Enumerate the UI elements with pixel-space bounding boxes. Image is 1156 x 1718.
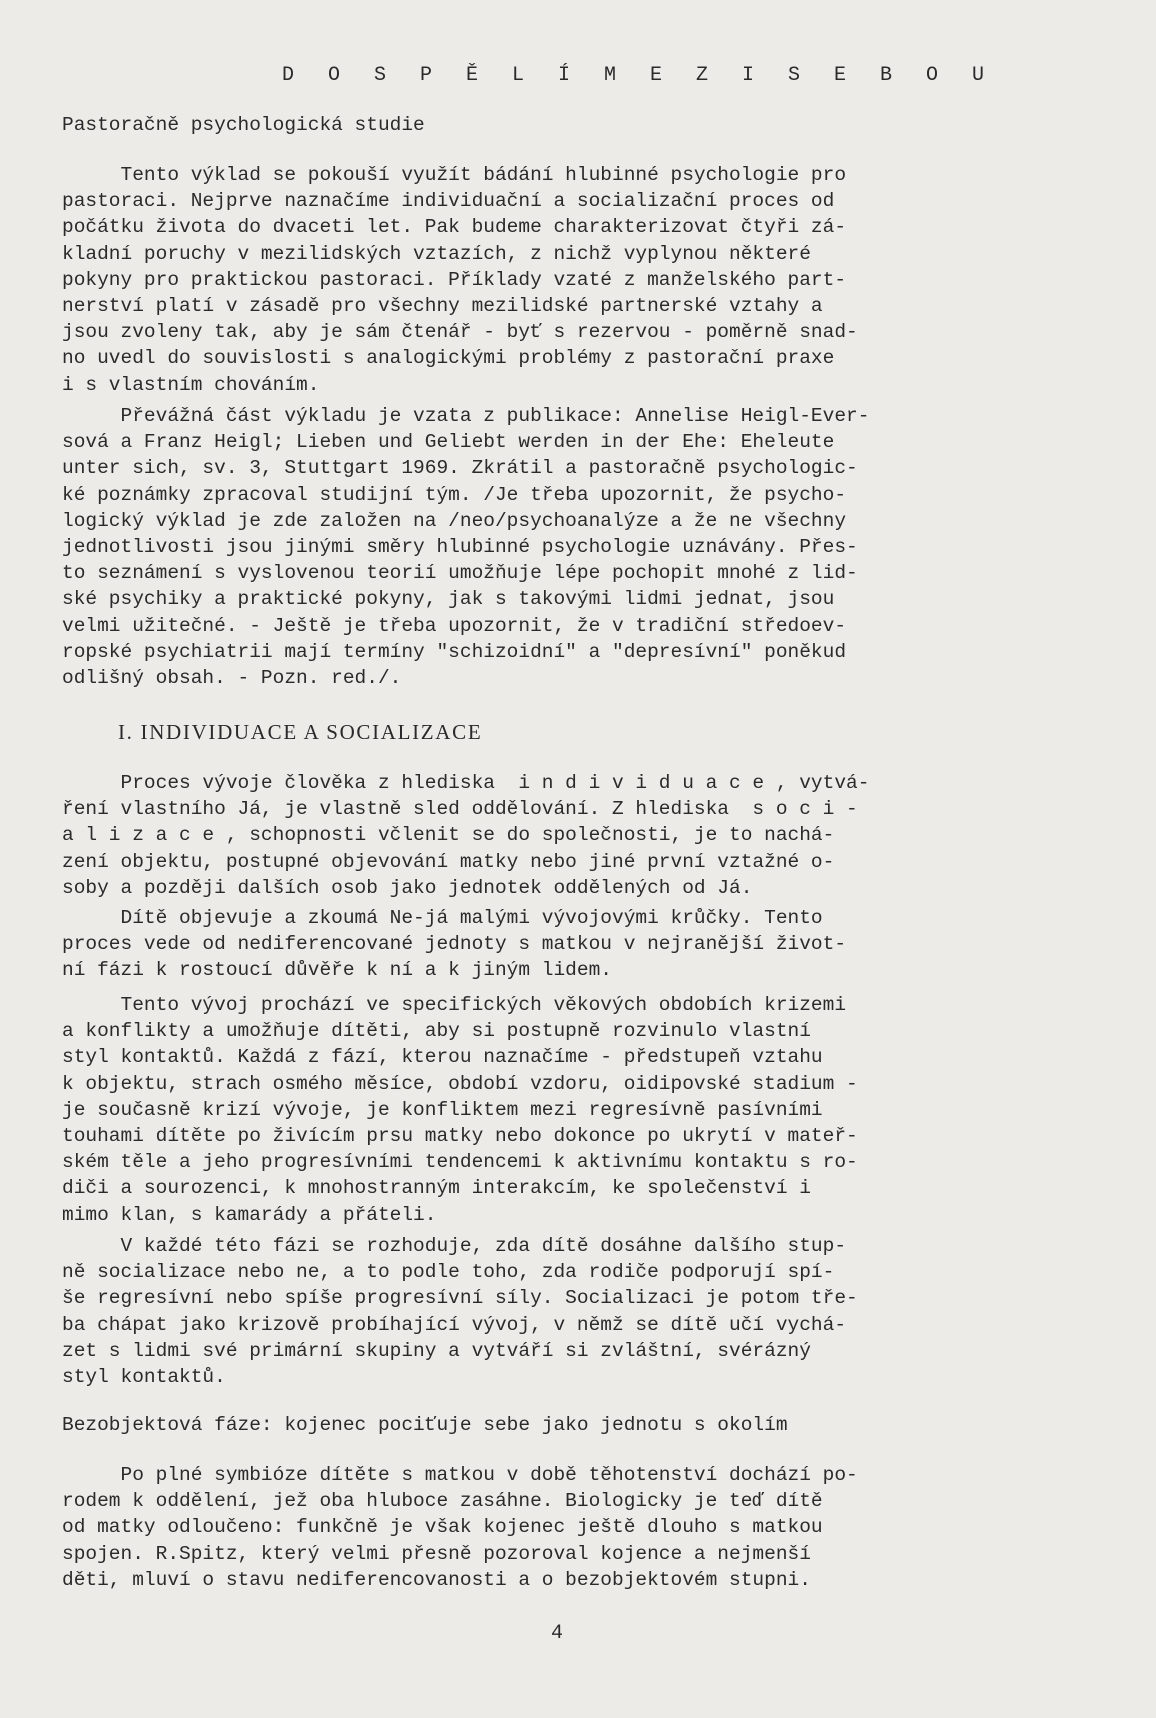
text-line: zení objektu, postupné objevování matky nebo jiné první vztažné o-	[62, 850, 835, 873]
text-line: rodem k oddělení, jež oba hluboce zasáhne. Biologicky je teď dítě	[62, 1490, 823, 1513]
text-line: jsou zvoleny tak, aby je sám čtenář - byť s rezervou - poměrně snad-	[62, 321, 858, 344]
text-line: je současně krizí vývoje, je konfliktem mezi regresívně pasívními	[62, 1098, 823, 1121]
document-subtitle: Pastoračně psychologická studie	[62, 114, 425, 136]
subsection-paragraph-1	[62, 1462, 1082, 1593]
text-line: děti, mluví o stavu nediferencovanosti a o bezobjektovém stupni.	[62, 1568, 811, 1591]
text-line: kladní poruchy v mezilidských vztazích, z nichž vyplynou některé	[62, 242, 811, 265]
text-line: Tento vývoj prochází ve specifických věkových obdobích krizemi	[62, 994, 847, 1016]
text-line: velmi užitečné. - Ještě je třeba upozornit, že v tradiční středoev-	[62, 614, 847, 637]
text-line: no uvedl do souvislosti s analogickými problémy z pastorační praxe	[62, 347, 835, 370]
text-line: diči a sourozenci, k mnohostranným interakcím, ke společenství i	[62, 1177, 811, 1200]
text-line: sová a Franz Heigl; Lieben und Geliebt werden in der Ehe: Eheleute	[62, 431, 835, 454]
text-line: mimo klan, s kamarády a přáteli.	[62, 1203, 437, 1226]
text-line: še regresívní nebo spíše progresívní síly. Socializaci je potom tře-	[62, 1287, 858, 1310]
subsection-title: Bezobjektová fáze: kojenec pociťuje sebe jako jednotu s okolím	[62, 1414, 788, 1436]
text-line: zet s lidmi své primární skupiny a vytváří si zvláštní, svérázný	[62, 1339, 811, 1362]
text-line: touhami dítěte po živícím prsu matky nebo dokonce po ukrytí v mateř-	[62, 1125, 858, 1148]
page-number: 4	[551, 1622, 564, 1645]
text-line: to seznámení s vyslovenou teorií umožňuje lépe pochopit mnohé z lid-	[62, 562, 858, 585]
text-line: styl kontaktů.	[62, 1366, 226, 1389]
text-line: ní fázi k rostoucí důvěře k ní a k jiným lidem.	[62, 959, 612, 982]
text-line: ském těle a jeho progresívními tendencemi k aktivnímu kontaktu s ro-	[62, 1151, 858, 1174]
section-paragraph-3	[62, 992, 1082, 1228]
text-line: i s vlastním chováním.	[62, 373, 320, 396]
text-line: Převážná část výkladu je vzata z publikace: Annelise Heigl-Ever-	[62, 405, 870, 427]
text-line: Proces vývoje člověka z hlediska i n d i v i d u a c e , vytvá-	[62, 772, 870, 794]
intro-paragraph-2	[62, 403, 1082, 691]
text-line: ropské psychiatrii mají termíny "schizoidní" a "depresívní" poněkud	[62, 640, 847, 663]
text-line: odlišný obsah. - Pozn. red./.	[62, 667, 402, 690]
text-line: soby a později dalších osob jako jednotek oddělených od Já.	[62, 876, 753, 899]
text-line: ně socializace nebo ne, a to podle toho, zda rodiče podporují spí-	[62, 1261, 835, 1284]
text-line: Dítě objevuje a zkoumá Ne-já malými vývojovými krůčky. Tento	[62, 907, 823, 929]
text-line: jednotlivosti jsou jinými směry hlubinné psychologie uznávány. Přes-	[62, 536, 858, 559]
document-title: D O S P Ě L Í M E Z I S E B O U	[282, 64, 996, 87]
text-line: pastoraci. Nejprve naznačíme individuační a socializační proces od	[62, 190, 835, 213]
text-line: od matky odloučeno: funkčně je však kojenec ještě dlouho s matkou	[62, 1516, 823, 1539]
text-line: ba chápat jako krizově probíhající vývoj, v němž se dítě učí vychá-	[62, 1313, 847, 1336]
text-line: V každé této fázi se rozhoduje, zda dítě dosáhne dalšího stup-	[62, 1235, 847, 1257]
text-line: ské psychiky a praktické pokyny, jak s takovými lidmi jednat, jsou	[62, 588, 835, 611]
text-line: proces vede od nediferencované jednoty s matkou v nejranější život-	[62, 933, 847, 956]
text-line: pokyny pro praktickou pastoraci. Příklady vzaté z manželského part-	[62, 268, 847, 291]
intro-paragraph-1	[62, 162, 1082, 398]
text-line: styl kontaktů. Každá z fází, kterou naznačíme - předstupeň vztahu	[62, 1046, 823, 1069]
text-line: logický výklad je zde založen na /neo/psychoanalýze a že ne všechny	[62, 509, 847, 532]
text-line: Po plné symbióze dítěte s matkou v době těhotenství dochází po-	[62, 1464, 858, 1486]
text-line: nerství platí v zásadě pro všechny mezilidské partnerské vztahy a	[62, 295, 823, 318]
section-heading: I. INDIVIDUACE A SOCIALIZACE	[118, 720, 483, 744]
text-line: spojen. R.Spitz, který velmi přesně pozoroval kojence a nejmenší	[62, 1542, 811, 1565]
section-paragraph-1	[62, 770, 1082, 901]
text-line: k objektu, strach osmého měsíce, období vzdoru, oidipovské stadium -	[62, 1072, 858, 1095]
section-paragraph-4	[62, 1233, 1082, 1390]
text-line: ké poznámky zpracoval studijní tým. /Je třeba upozornit, že psycho-	[62, 483, 847, 506]
text-line: a konflikty a umožňuje dítěti, aby si postupně rozvinulo vlastní	[62, 1020, 811, 1043]
section-paragraph-2	[62, 905, 1082, 984]
text-line: počátku života do dvaceti let. Pak budeme charakterizovat čtyři zá-	[62, 216, 847, 239]
text-line: unter sich, sv. 3, Stuttgart 1969. Zkrátil a pastoračně psychologic-	[62, 457, 858, 480]
text-line: Tento výklad se pokouší využít bádání hlubinné psychologie pro	[62, 164, 847, 186]
text-line: ření vlastního Já, je vlastně sled oddělování. Z hlediska s o c i -	[62, 798, 858, 821]
text-line: a l i z a c e , schopnosti včlenit se do společnosti, je to nachá-	[62, 824, 835, 847]
